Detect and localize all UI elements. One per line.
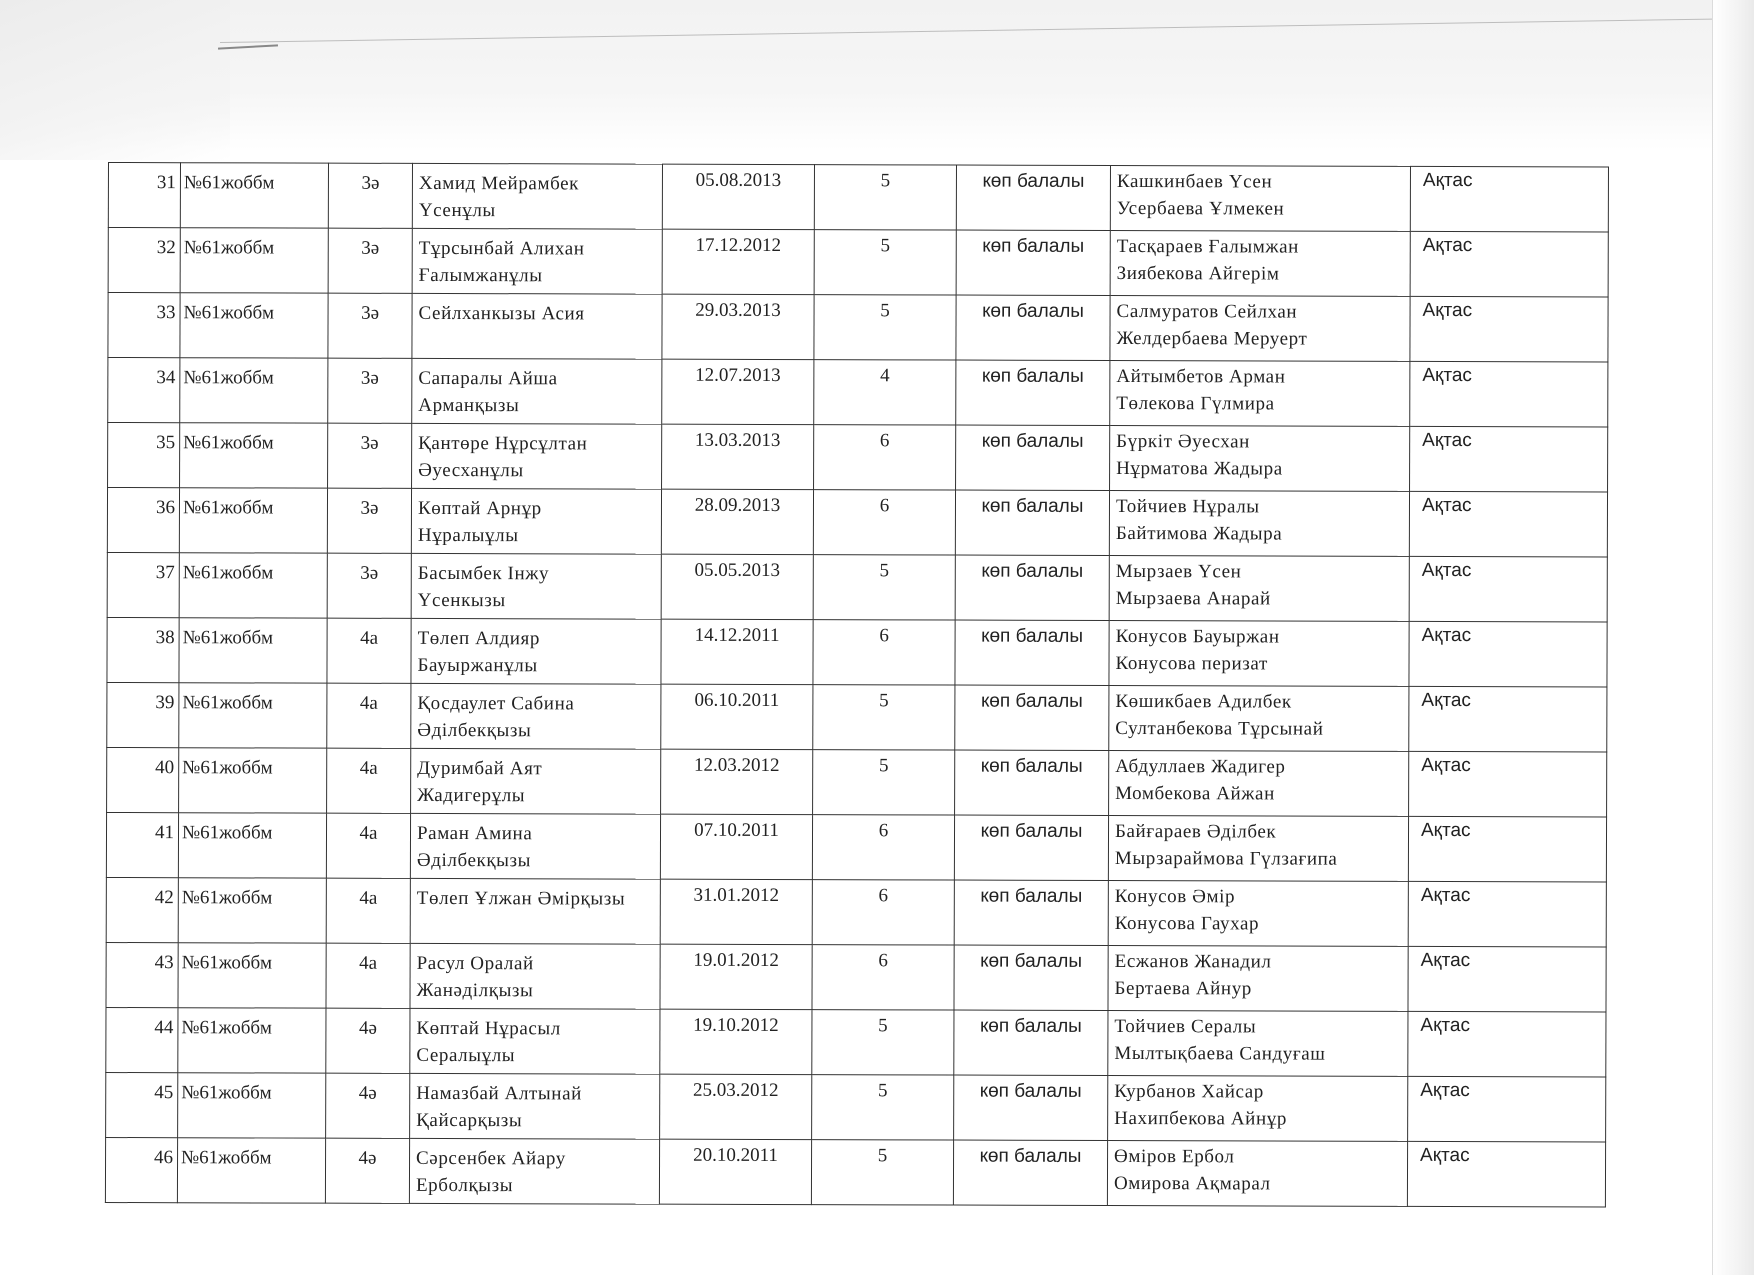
student-name-cell (412, 358, 662, 424)
school-name-cell: №61жоббм (178, 1073, 326, 1138)
class-grade-cell: 4а (327, 618, 411, 683)
locality-cell: Ақтас (1409, 491, 1607, 557)
school-name-cell: №61жоббм (179, 488, 327, 553)
student-name-line: Хамид Мейрамбек (418, 172, 580, 195)
student-name-line: Жадигерұлы (417, 784, 526, 807)
row-number-cell: 41 (106, 812, 178, 877)
parent-names-line: Тасқараев Ғалымжан (1116, 235, 1299, 258)
children-count-cell: 6 (812, 880, 954, 945)
student-name-line: Қайсарқызы (416, 1109, 523, 1132)
student-name-line: Ғалымжанұлы (418, 264, 543, 287)
class-grade-cell: 4ә (325, 1138, 409, 1203)
children-count-cell: 5 (812, 1075, 954, 1140)
table-row (106, 812, 1606, 881)
school-name-cell: №61жоббм (180, 293, 328, 358)
parent-names-cell (1110, 360, 1410, 426)
student-name-line: Арманқызы (418, 394, 520, 417)
table-row (108, 423, 1608, 492)
parent-names-cell (1110, 165, 1410, 231)
parent-names-line: Конусова перизат (1115, 652, 1268, 675)
class-grade-cell: 4а (326, 943, 410, 1008)
class-grade-cell: 3ә (328, 423, 412, 488)
locality-cell: Ақтас (1409, 556, 1607, 622)
birth-date-cell: 12.07.2013 (662, 359, 814, 424)
class-grade-cell: 4а (327, 683, 411, 748)
locality-cell: Ақтас (1410, 296, 1608, 362)
row-number-cell: 36 (107, 488, 179, 553)
school-name-cell: №61жоббм (178, 813, 326, 878)
locality-cell: Ақтас (1410, 231, 1608, 297)
student-name-line: Жанәділқызы (416, 979, 534, 1002)
class-grade-cell: 4ә (326, 1073, 410, 1138)
family-status-cell: көп балалы (954, 880, 1108, 945)
class-grade-cell: 3ә (328, 358, 412, 423)
parent-names-cell (1109, 555, 1409, 621)
children-count-cell: 6 (814, 425, 956, 490)
children-count-cell: 5 (811, 1140, 953, 1205)
page-edge-right (1712, 0, 1754, 1275)
locality-cell: Ақтас (1410, 361, 1608, 427)
student-name-line: Расул Оралай (416, 952, 534, 975)
birth-date-cell: 28.09.2013 (661, 489, 813, 554)
parent-names-line: Байтимова Жадыра (1115, 522, 1283, 545)
birth-date-cell: 07.10.2011 (660, 814, 812, 879)
student-name-cell (410, 878, 660, 944)
student-name-line: Сәрсенбек Айару (416, 1147, 566, 1170)
scan-shadow-corner (0, 0, 230, 160)
parent-names-cell (1110, 230, 1410, 296)
children-count-cell: 5 (812, 1010, 954, 1075)
parent-names-line: Нахипбекова Айнұр (1114, 1107, 1287, 1130)
table-row (106, 942, 1606, 1011)
student-name-cell (411, 683, 661, 749)
table-row (108, 293, 1608, 362)
student-name-line: Дуримбай Аят (417, 757, 543, 780)
student-name-cell (410, 1073, 660, 1139)
parent-names-line: Төлекова Гүлмира (1116, 392, 1275, 415)
birth-date-cell: 20.10.2011 (659, 1139, 811, 1204)
children-count-cell: 5 (813, 685, 955, 750)
student-name-line: Көптай Арнұр (417, 497, 542, 520)
row-number-cell: 43 (106, 942, 178, 1007)
school-name-cell: №61жоббм (177, 1138, 325, 1203)
locality-cell: Ақтас (1407, 1141, 1605, 1207)
school-name-cell: №61жоббм (178, 878, 326, 943)
parent-names-cell (1110, 425, 1410, 491)
table-row (106, 1007, 1606, 1076)
family-status-cell: көп балалы (955, 620, 1109, 685)
locality-cell: Ақтас (1408, 816, 1606, 882)
children-count-cell: 5 (814, 230, 956, 295)
parent-names-cell (1108, 880, 1408, 946)
table-row (106, 1072, 1606, 1141)
parent-names-cell (1108, 1075, 1408, 1141)
birth-date-cell: 19.01.2012 (660, 944, 812, 1009)
table-row (108, 163, 1608, 232)
parent-names-line: Тойчиев Сералы (1114, 1015, 1257, 1038)
row-number-cell: 31 (108, 163, 180, 228)
birth-date-cell: 25.03.2012 (660, 1074, 812, 1139)
birth-date-cell: 05.05.2013 (661, 554, 813, 619)
student-name-cell (412, 423, 662, 489)
locality-cell: Ақтас (1410, 166, 1608, 232)
school-name-cell: №61жоббм (179, 553, 327, 618)
student-name-line: Намазбай Алтынай (416, 1082, 582, 1105)
school-name-cell: №61жоббм (179, 748, 327, 813)
student-name-cell (410, 813, 660, 879)
student-name-line: Әділбекқызы (416, 849, 532, 872)
class-grade-cell: 3ә (328, 293, 412, 358)
children-count-cell: 6 (813, 490, 955, 555)
school-name-cell: №61жоббм (180, 163, 328, 228)
children-count-cell: 6 (813, 620, 955, 685)
parent-names-line: Көшикбаев Адилбек (1115, 690, 1292, 713)
parent-names-cell (1109, 750, 1409, 816)
class-grade-cell: 3ә (327, 488, 411, 553)
row-number-cell: 39 (107, 682, 179, 747)
row-number-cell: 33 (108, 293, 180, 358)
student-name-line: Сералыұлы (416, 1044, 516, 1067)
student-name-line: Әуесханұлы (418, 459, 524, 482)
parent-names-line: Султанбекова Тұрсынай (1115, 717, 1324, 740)
student-name-line: Сейлханкызы Асия (418, 302, 585, 325)
locality-cell: Ақтас (1410, 426, 1608, 492)
school-name-cell: №61жоббм (180, 423, 328, 488)
parent-names-line: Абдуллаев Жадигер (1115, 755, 1286, 778)
children-count-cell: 4 (814, 360, 956, 425)
parent-names-line: Нұрматова Жадыра (1116, 457, 1283, 480)
student-name-cell (411, 553, 661, 619)
student-name-line: Бауыржанұлы (417, 654, 538, 677)
student-name-line: Қосдаулет Сабина (417, 692, 575, 715)
locality-cell: Ақтас (1408, 881, 1606, 947)
parent-names-line: Конусов Бауыржан (1115, 625, 1280, 648)
family-status-cell: көп балалы (955, 555, 1109, 620)
class-grade-cell: 3ә (328, 163, 412, 228)
student-name-cell (410, 1008, 660, 1074)
row-number-cell: 44 (106, 1007, 178, 1072)
student-name-cell (410, 943, 660, 1009)
parent-names-cell (1107, 1140, 1407, 1206)
parent-names-cell (1108, 1010, 1408, 1076)
table-row (107, 488, 1607, 557)
table-row (108, 358, 1608, 427)
children-count-cell: 5 (813, 750, 955, 815)
family-status-cell: көп балалы (956, 295, 1110, 360)
class-grade-cell: 3ә (327, 553, 411, 618)
table-row (107, 682, 1607, 751)
parent-names-line: Бүркіт Әуесхан (1116, 430, 1251, 453)
student-name-line: Үсенұлы (418, 199, 496, 222)
student-name-line: Раман Амина (416, 822, 533, 845)
family-status-cell: көп балалы (954, 945, 1108, 1010)
school-name-cell: №61жоббм (178, 1008, 326, 1073)
row-number-cell: 38 (107, 617, 179, 682)
parent-names-line: Усербаева Ұлмекен (1116, 197, 1285, 220)
family-status-cell: көп балалы (955, 750, 1109, 815)
student-name-cell (411, 618, 661, 684)
parent-names-line: Мырзаева Анарай (1115, 587, 1271, 610)
student-name-line: Қантөре Нұрсұлтан (418, 432, 588, 455)
parent-names-cell (1108, 945, 1408, 1011)
class-grade-cell: 4ә (326, 1008, 410, 1073)
school-name-cell: №61жоббм (179, 683, 327, 748)
children-count-cell: 5 (813, 555, 955, 620)
school-name-cell: №61жоббм (180, 358, 328, 423)
parent-names-line: Мырзараймова Гүлзағипа (1114, 847, 1338, 870)
student-name-line: Басымбек Інжу (417, 562, 550, 585)
parent-names-line: Айтымбетов Арман (1116, 365, 1286, 388)
table-row (107, 747, 1607, 816)
parent-names-line: Салмуратов Сейлхан (1116, 300, 1298, 323)
parent-names-line: Мылтықбаева Сандуғаш (1114, 1042, 1326, 1065)
student-name-cell (411, 488, 661, 554)
parent-names-line: Мырзаев Үсен (1115, 560, 1242, 583)
class-grade-cell: 4а (326, 813, 410, 878)
class-grade-cell: 4а (326, 878, 410, 943)
parent-names-line: Бертаева Айнур (1114, 977, 1252, 1000)
parent-names-line: Тойчиев Нұралы (1115, 495, 1260, 518)
student-name-line: Көптай Нұрасыл (416, 1017, 561, 1040)
children-count-cell: 6 (812, 815, 954, 880)
student-name-line: Сапаралы Айша (418, 367, 558, 390)
student-name-line: Төлеп Ұлжан Әмірқызы (416, 887, 626, 910)
children-count-cell: 5 (814, 295, 956, 360)
row-number-cell: 37 (107, 552, 179, 617)
parent-names-line: Конусов Әмір (1114, 885, 1236, 908)
school-name-cell: №61жоббм (178, 943, 326, 1008)
row-number-cell: 45 (106, 1072, 178, 1137)
parent-names-line: Конусова Гаухар (1114, 912, 1260, 935)
school-name-cell: №61жоббм (179, 618, 327, 683)
children-count-cell: 5 (814, 165, 956, 230)
table-row (107, 617, 1607, 686)
class-grade-cell: 3ә (328, 228, 412, 293)
student-name-cell (412, 163, 662, 229)
student-name-line: Әділбекқызы (417, 719, 532, 742)
class-grade-cell: 4а (327, 748, 411, 813)
row-number-cell: 46 (105, 1137, 177, 1202)
student-name-line: Ерболқызы (415, 1174, 514, 1197)
table-body (105, 163, 1608, 1207)
birth-date-cell: 05.08.2013 (662, 164, 814, 229)
parent-names-cell (1109, 685, 1409, 751)
family-status-cell: көп балалы (954, 1010, 1108, 1075)
student-name-line: Тұрсынбай Алихан (418, 237, 585, 260)
student-name-line: Нұралыұлы (417, 524, 519, 547)
table-row (108, 228, 1608, 297)
locality-cell: Ақтас (1408, 946, 1606, 1012)
student-name-line: Төлеп Алдияр (417, 627, 541, 650)
locality-cell: Ақтас (1409, 686, 1607, 752)
student-name-cell (409, 1138, 659, 1204)
family-status-cell: көп балалы (956, 230, 1110, 295)
locality-cell: Ақтас (1408, 1011, 1606, 1077)
parent-names-line: Момбекова Айжан (1115, 782, 1275, 805)
birth-date-cell: 17.12.2012 (662, 229, 814, 294)
family-status-cell: көп балалы (956, 425, 1110, 490)
birth-date-cell: 06.10.2011 (661, 684, 813, 749)
birth-date-cell: 29.03.2013 (662, 294, 814, 359)
parent-names-line: Желдербаева Меруерт (1116, 327, 1308, 350)
family-status-cell: көп балалы (956, 360, 1110, 425)
locality-cell: Ақтас (1408, 1076, 1606, 1142)
row-number-cell: 32 (108, 228, 180, 293)
student-register-table (105, 162, 1609, 1207)
row-number-cell: 40 (107, 747, 179, 812)
school-name-cell: №61жоббм (180, 228, 328, 293)
table-row (105, 1137, 1605, 1206)
family-status-cell: көп балалы (955, 685, 1109, 750)
parent-names-line: Байғараев Әділбек (1114, 820, 1277, 843)
parent-names-cell (1110, 295, 1410, 361)
birth-date-cell: 13.03.2013 (662, 424, 814, 489)
student-name-line: Үсенкызы (417, 589, 506, 612)
family-status-cell: көп балалы (953, 1140, 1107, 1205)
parent-names-line: Зиябекова Айгерім (1116, 262, 1280, 285)
table-row (107, 552, 1607, 621)
parent-names-line: Курбанов Хайсар (1114, 1080, 1264, 1103)
children-count-cell: 6 (812, 945, 954, 1010)
parent-names-line: Кашкинбаев Үсен (1116, 170, 1273, 193)
birth-date-cell: 19.10.2012 (660, 1009, 812, 1074)
family-status-cell: көп балалы (954, 815, 1108, 880)
row-number-cell: 35 (108, 423, 180, 488)
family-status-cell: көп балалы (956, 165, 1110, 230)
table-row (106, 877, 1606, 946)
parent-names-cell (1109, 620, 1409, 686)
row-number-cell: 34 (108, 358, 180, 423)
birth-date-cell: 12.03.2012 (661, 749, 813, 814)
birth-date-cell: 14.12.2011 (661, 619, 813, 684)
family-status-cell: көп балалы (954, 1075, 1108, 1140)
parent-names-cell (1109, 490, 1409, 556)
student-name-cell (412, 293, 662, 359)
birth-date-cell: 31.01.2012 (660, 879, 812, 944)
row-number-cell: 42 (106, 877, 178, 942)
parent-names-line: Омирова Ақмарал (1113, 1172, 1271, 1195)
student-name-cell (411, 748, 661, 814)
student-name-cell (412, 228, 662, 294)
parent-names-cell (1108, 815, 1408, 881)
locality-cell: Ақтас (1409, 751, 1607, 817)
family-status-cell: көп балалы (955, 490, 1109, 555)
parent-names-line: Өміров Ербол (1114, 1145, 1235, 1168)
parent-names-line: Есжанов Жанадил (1114, 950, 1272, 973)
locality-cell: Ақтас (1409, 621, 1607, 687)
